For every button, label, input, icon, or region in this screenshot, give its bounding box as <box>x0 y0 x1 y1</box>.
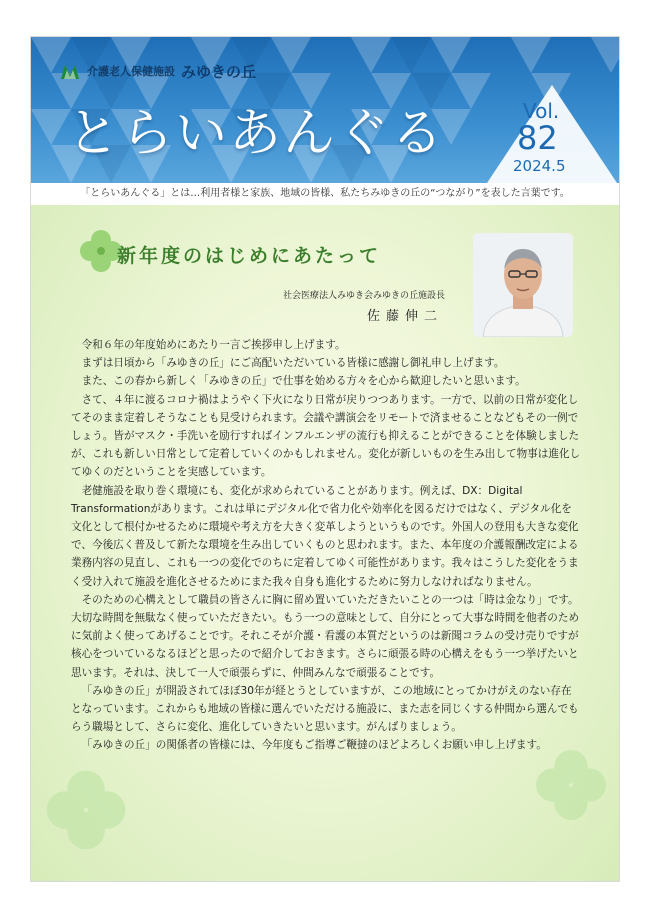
facility-name: みゆきの丘 <box>181 62 257 81</box>
facility-logo-icon <box>59 59 81 83</box>
tagline: 「とらいあんぐる」とは…利用者様と家族、地域の皆様、私たちみゆきの丘の“つながり”を表した言葉です。 <box>31 183 619 205</box>
paragraph: 令和６年の年度始めにあたり一言ご挨拶申し上げます。 <box>81 339 346 351</box>
author-name: 佐藤伸二 <box>367 309 444 324</box>
article-area <box>31 205 619 881</box>
volume-number: 82 <box>517 119 558 157</box>
author-photo <box>473 233 573 337</box>
volume-badge <box>487 85 617 183</box>
facility-logo-row <box>59 59 256 83</box>
author-portrait-image <box>473 233 573 337</box>
newsletter-page <box>31 37 619 881</box>
clover-decoration-icon <box>531 745 611 825</box>
volume-label: Vol. <box>523 99 560 123</box>
facility-type: 介護老人保健施設 <box>87 65 175 78</box>
article-heading: 新年度のはじめにあたって <box>117 245 382 267</box>
paragraph: さて、４年に渡るコロナ禍はようやく下火になり日常が戻りつつあります。一方で、以前の日常が変化してそのまま定着しそうなことも見受けられます。会議や講演会をリモートで済ませることなどもその一例でしょう。皆がマスク・手洗いを励行すればインフルエンザの流行も抑えることができることを体験しましたが、これも新しい日常として定着していくのかもしれません。変化が新しいものを生み出して物事は進化してゆくのだということを実感しています。 <box>71 393 581 479</box>
masthead <box>31 37 619 183</box>
issue-date: 2024.5 <box>513 157 566 175</box>
paragraph: そのための心構えとして職員の皆さんに胸に留め置いていただきたいことの一つは「時は金なり」です。大切な時間を無駄なく使っていただきたい。もう一つの意味として、自分にとって大事な時間を他者のために気前よく使ってあげることです。それこそが介護・看護の本質だというのは新聞コラムの受け売りですが核心をついているなるほどと思ったので紹介しておきます。さらに頑張る時の心構えをもう一つ挙げたいと思います。それは、決して一人で頑張らずに、仲間みんなで頑張ることです。 <box>71 593 580 679</box>
paragraph: まずは日頃から「みゆきの丘」にご高配いただいている皆様に感謝し御礼申し上げます。 <box>81 357 505 370</box>
clover-decoration-icon <box>41 765 131 855</box>
paragraph: 「みゆきの丘」の関係者の皆様には、今年度もご指導ご鞭撻のほどよろしくお願い申し上げます。 <box>81 739 547 752</box>
paragraph: また、この春から新しく「みゆきの丘」で仕事を始める方々を心から歓迎したいと思います。 <box>81 375 526 388</box>
newsletter-title: とらいあんぐる <box>67 104 446 164</box>
paragraph: 「みゆきの丘」が開設されてほぼ30年が経とうとしていますが、この地域にとってかけがえのない存在となっています。これからも地域の皆様に選んでいただける施設に、また志を同じくする仲間から選んでもらう職場として、さらに変化、進化していきたいと思います。がんばりましょう。 <box>71 684 579 734</box>
article-body <box>71 336 581 755</box>
paragraph: 老健施設を取り巻く環境にも、変化が求められていることがあります。例えば、DX：Digital Transformationがあります。これは単にデジタル化で省力化や効率化を図るだけではなく、デジタル化を文化として根付かせるために環境や考え方を大きく変革しようというものです。外国人の登用も大きな変化で、今後広く普及して新たな環境を生み出していくものと思われます。また、本年度の介護報酬改定による業務内容の見直し、これも一つの変化でのちに定着してゆく可能性があります。我々はこうした変化をうまく受け入れて施設を進化させるためにまた我々自身も進化するために努力しなければなりません。 <box>71 484 579 588</box>
author-affiliation: 社会医療法人みゆき会みゆきの丘施設長 <box>283 291 446 301</box>
